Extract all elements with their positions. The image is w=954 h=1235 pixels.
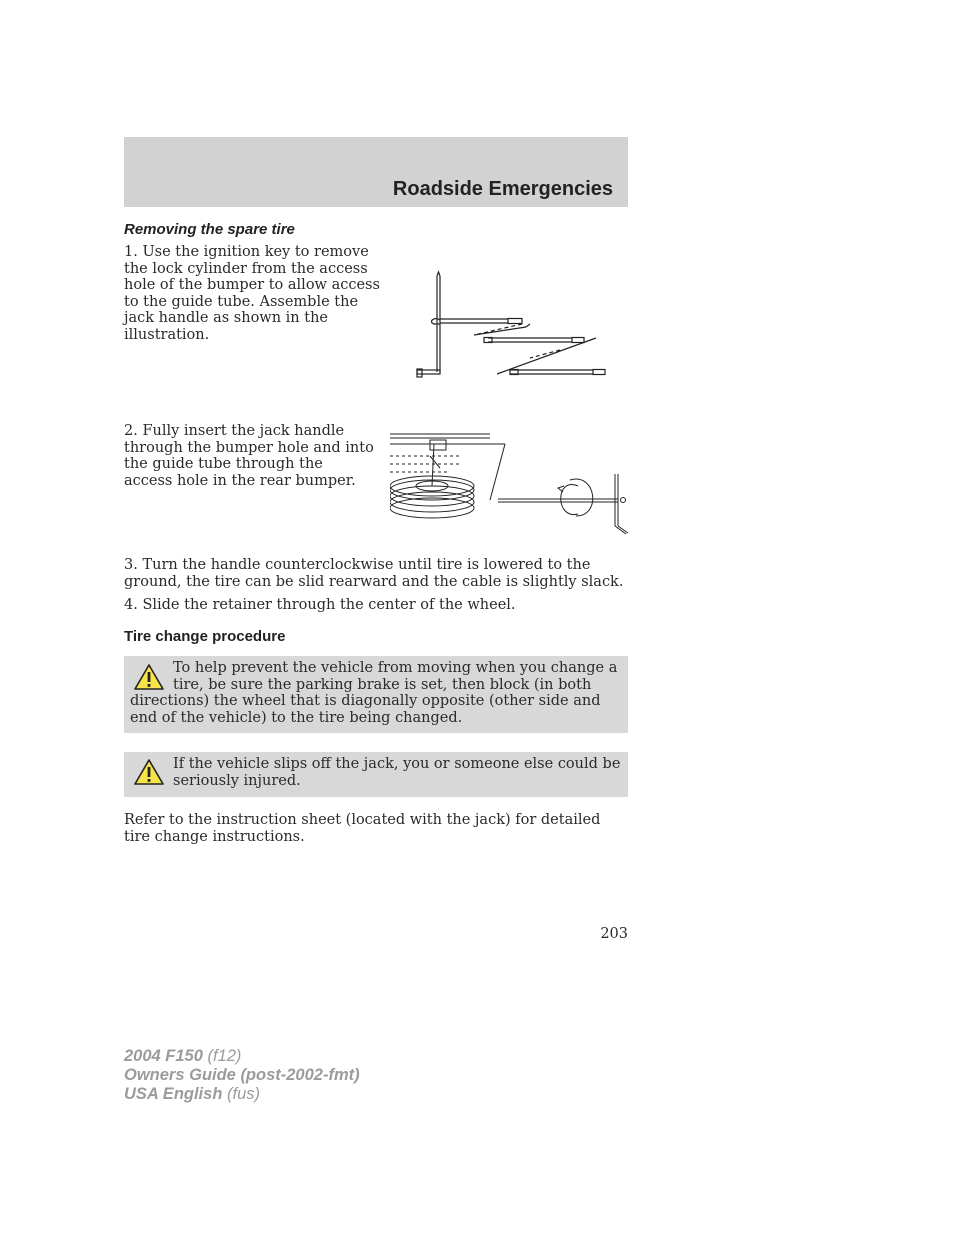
document-footer bbox=[124, 1047, 360, 1104]
footer-line-guide: Owners Guide (post-2002-fmt) bbox=[124, 1066, 360, 1084]
step-1-text: 1. Use the ignition key to remove the lock cylinder from the access hole of the bumper to allow access to the guide tube. Assemble the jack handle as shown in the illustration. bbox=[124, 244, 380, 343]
step-4-text: 4. Slide the retainer through the center of the wheel. bbox=[124, 597, 516, 613]
tire-change-heading: Tire change procedure bbox=[124, 628, 286, 645]
step-2-text: 2. Fully insert the jack handle through the bumper hole and into the guide tube through the access hole in the rear bumper. bbox=[124, 423, 374, 489]
warning-box-parking-brake bbox=[124, 656, 628, 733]
warning-text-parking-brake: To help prevent the vehicle from moving when you change a tire, be sure the parking brake is set, then block (in both directions) the wheel that is diagonally opposite (other side and end of the vehicle) to the tire being changed. bbox=[130, 660, 618, 726]
footer-line-language: USA English (fus) bbox=[124, 1085, 260, 1103]
page-number: 203 bbox=[600, 926, 628, 942]
instruction-sheet-note: Refer to the instruction sheet (located with the jack) for detailed tire change instructions. bbox=[124, 812, 601, 845]
jack-handle-assembly-illustration bbox=[410, 268, 610, 386]
footer-line-model: 2004 F150 (f12) bbox=[124, 1047, 242, 1065]
section-title: Roadside Emergencies bbox=[392, 178, 613, 200]
warning-text-jack-slip: If the vehicle slips off the jack, you or someone else could be seriously injured. bbox=[173, 756, 621, 789]
removing-spare-heading: Removing the spare tire bbox=[124, 221, 295, 238]
spare-tire-lowering-illustration bbox=[390, 428, 630, 540]
step-3-text: 3. Turn the handle counterclockwise until tire is lowered to the ground, the tire can be slid rearward and the cable is slightly slack. bbox=[124, 557, 624, 590]
section-header-band bbox=[124, 137, 628, 207]
warning-box-jack-slip bbox=[124, 752, 628, 797]
